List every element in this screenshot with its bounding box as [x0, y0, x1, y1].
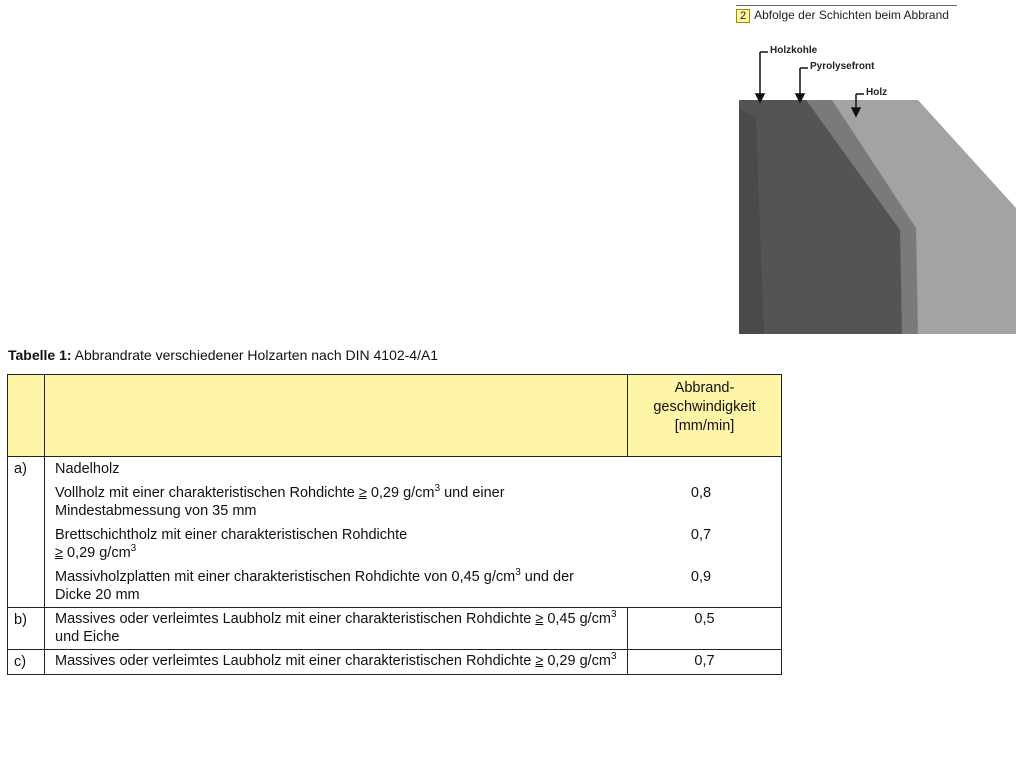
label-charcoal: Holzkohle [770, 45, 818, 56]
ge-symbol: ≥ [358, 485, 367, 501]
header-value-cell [628, 375, 782, 457]
figure-caption-text: Abfolge der Schichten beim Abbrand [754, 8, 949, 22]
table-row-group-b [8, 608, 782, 650]
label-pyrolysis: Pyrolysefront [810, 61, 875, 72]
table-row [45, 565, 781, 607]
superscript: 3 [434, 483, 441, 495]
table-title-text: Abbrandrate verschiedener Holzarten nach DIN 4102-4/A1 [71, 347, 439, 363]
group-index: a) [8, 457, 45, 608]
row-description [45, 650, 628, 675]
row-value: 0,5 [628, 608, 782, 650]
group-index: c) [8, 650, 45, 675]
superscript: 3 [611, 609, 617, 621]
row-value: 0,7 [628, 650, 782, 675]
table-title-label: Tabelle 1: [8, 347, 72, 363]
header-line-2: geschwindigkeit [653, 399, 756, 415]
desc-part: 0,29 g/cm [62, 545, 131, 561]
table-row [45, 523, 781, 565]
ge-symbol: ≥ [535, 653, 544, 669]
superscript: 3 [611, 651, 617, 663]
header-line-3: [mm/min] [674, 418, 735, 434]
desc-part: 0,29 g/cm [543, 653, 611, 669]
label-wood: Holz [866, 87, 888, 98]
row-value: 0,7 [690, 527, 712, 543]
figure-caption [736, 8, 949, 23]
table-row-group-a [8, 457, 782, 608]
header-index-cell [8, 375, 45, 457]
desc-part: Massives oder verleimtes Laubholz mit einer charakteristischen Rohdichte [55, 611, 536, 627]
desc-part: Brettschichtholz mit einer charakteristischen Rohdichte [55, 527, 408, 543]
table-row [45, 481, 781, 523]
layer-figure [736, 8, 1016, 334]
desc-part: und einer Mindestabmessung von 35 mm [55, 485, 505, 519]
superscript: 3 [515, 567, 521, 579]
ge-symbol: ≥ [535, 611, 544, 627]
desc-part: Massives oder verleimtes Laubholz mit einer charakteristischen Rohdichte [55, 653, 536, 669]
desc-part: Vollholz mit einer charakteristischen Rohdichte [55, 485, 359, 501]
table-header-row [8, 375, 782, 457]
row-value: 0,9 [690, 569, 712, 585]
desc-part: 0,45 g/cm [543, 611, 611, 627]
group-a-content [45, 457, 782, 608]
desc-part: und der Dicke 20 mm [55, 569, 574, 603]
table-title [8, 347, 438, 363]
group-index: b) [8, 608, 45, 650]
row-description [45, 565, 621, 607]
header-description-cell [45, 375, 628, 457]
wood-block-illustration [736, 8, 1016, 334]
caption-rule [736, 5, 957, 6]
desc-part: Massivholzplatten mit einer charakteristischen Rohdichte von 0,45 g/cm [55, 569, 516, 585]
figure-number: 2 [736, 9, 750, 23]
table-row-group-c [8, 650, 782, 675]
group-title-row [45, 457, 781, 481]
row-value: 0,8 [690, 485, 712, 501]
superscript: 3 [130, 543, 137, 555]
header-line-1: Abbrand- [674, 380, 735, 396]
desc-part: und Eiche [55, 629, 120, 645]
group-title: Nadelholz [55, 461, 120, 477]
row-description [45, 608, 628, 650]
burn-rate-table [7, 374, 782, 675]
ge-symbol: ≥ [55, 545, 63, 561]
row-description [45, 523, 621, 565]
desc-part: 0,29 g/cm [366, 485, 435, 501]
row-description [45, 481, 621, 523]
